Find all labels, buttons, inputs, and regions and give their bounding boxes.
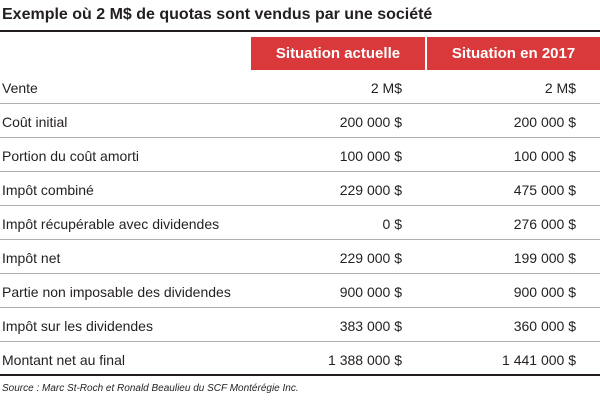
table-row	[0, 240, 600, 274]
row-value-2017: 276 000 $	[513, 216, 576, 232]
table-row	[0, 308, 600, 342]
table-row	[0, 172, 600, 206]
row-value-2017: 200 000 $	[513, 114, 576, 130]
row-value-current: 100 000 $	[339, 148, 402, 164]
column-header-2017: Situation en 2017	[427, 37, 600, 70]
row-value-2017: 475 000 $	[513, 182, 576, 198]
row-value-2017: 100 000 $	[513, 148, 576, 164]
row-label: Partie non imposable des dividendes	[2, 284, 231, 300]
table-body	[0, 70, 600, 376]
row-label: Portion du coût amorti	[2, 148, 139, 164]
row-label: Impôt net	[2, 250, 61, 266]
row-value-current: 1 388 000 $	[328, 352, 402, 368]
row-value-current: 2 M$	[370, 80, 402, 96]
row-label: Impôt combiné	[2, 182, 94, 198]
table-row	[0, 70, 600, 104]
table-row	[0, 206, 600, 240]
row-value-2017: 2 M$	[544, 80, 576, 96]
table-title: Exemple où 2 M$ de quotas sont vendus par une société	[2, 6, 433, 23]
row-value-2017: 1 441 000 $	[502, 352, 576, 368]
table-row	[0, 274, 600, 308]
row-label: Impôt récupérable avec dividendes	[2, 216, 220, 232]
row-value-current: 0 $	[382, 216, 402, 232]
table-row	[0, 104, 600, 138]
row-value-current: 229 000 $	[339, 250, 402, 266]
row-label: Impôt sur les dividendes	[2, 318, 153, 334]
row-value-2017: 900 000 $	[513, 284, 576, 300]
column-header-current: Situation actuelle	[251, 37, 425, 70]
row-label: Vente	[2, 80, 38, 96]
row-label: Montant net au final	[2, 352, 125, 368]
title-rule	[0, 30, 600, 32]
table-row	[0, 138, 600, 172]
table-row	[0, 342, 600, 376]
row-value-current: 229 000 $	[339, 182, 402, 198]
row-value-2017: 199 000 $	[513, 250, 576, 266]
row-value-2017: 360 000 $	[513, 318, 576, 334]
row-value-current: 200 000 $	[339, 114, 402, 130]
table-header-row	[0, 37, 600, 70]
source-note: Source : Marc St-Roch et Ronald Beaulieu du SCF Montérégie Inc.	[2, 383, 299, 394]
row-value-current: 900 000 $	[339, 284, 402, 300]
row-label: Coût initial	[2, 114, 68, 130]
row-value-current: 383 000 $	[339, 318, 402, 334]
